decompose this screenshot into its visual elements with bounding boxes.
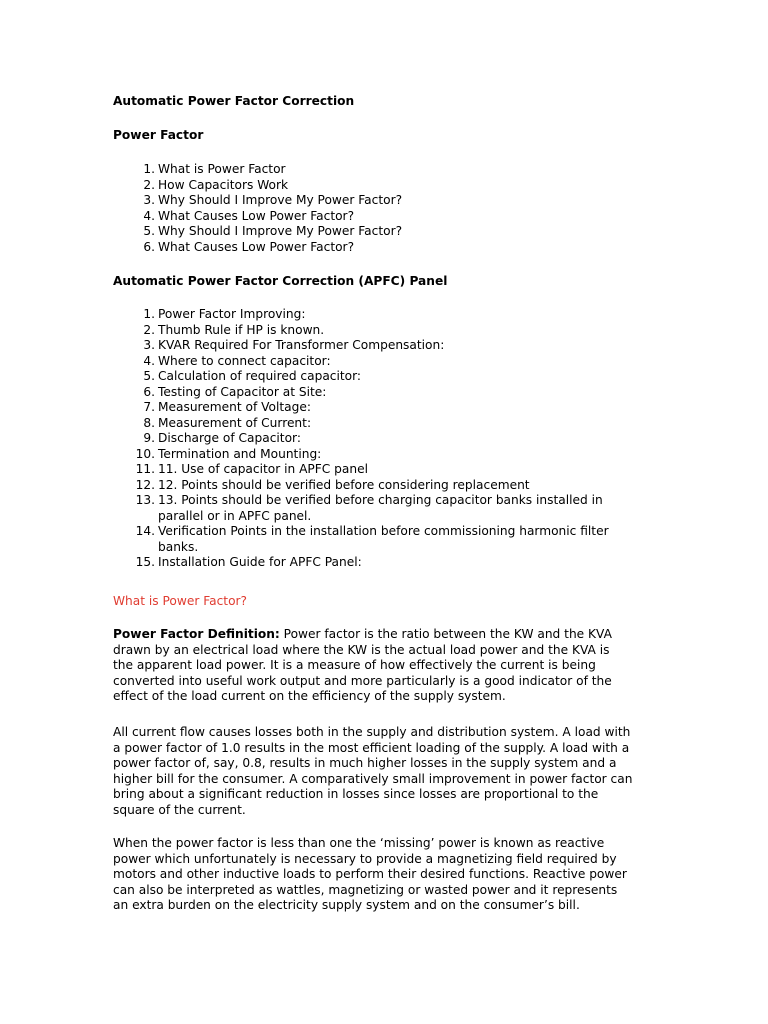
list-item: 2. Thumb Rule if HP is known.: [143, 322, 325, 337]
list-item: 4. What Causes Low Power Factor?: [143, 208, 355, 223]
definition-paragraph: [113, 627, 633, 705]
list-item: 7. Measurement of Voltage:: [143, 400, 311, 414]
definition-label: Power Factor Definition:: [113, 627, 280, 641]
list-item: 5. Why Should I Improve My Power Factor?: [143, 224, 403, 238]
list-item: 3. Why Should I Improve My Power Factor?: [143, 193, 403, 207]
power-factor-list: [113, 162, 633, 255]
list-item: 10. Termination and Mounting:: [135, 446, 322, 461]
section-power-factor-title: Power Factor: [113, 128, 204, 142]
list-item: 3. KVAR Required For Transformer Compensation:: [143, 338, 445, 352]
list-item: 8. Measurement of Current:: [143, 415, 312, 430]
list-item: 13. 13. Points should be verified before charging capacitor banks installed in parallel or in APFC panel.: [135, 493, 603, 523]
apfc-list: [113, 307, 633, 571]
list-item: 6. Testing of Capacitor at Site:: [143, 384, 327, 399]
list-item: 14. Verification Points in the installation before commissioning harmonic filter banks.: [135, 524, 609, 554]
section-what-is-pf-title: What is Power Factor?: [113, 594, 248, 608]
reactive-power-paragraph: When the power factor is less than one the ‘missing’ power is known as reactive power which unfortunately is necessary to provide a magnetizing field required by motors and other inductive loads to perform their desired functions. Reactive power can also be interpreted as wattles, magnetizing or wasted power and it represents an extra burden on the electricity supply system and on the consumer’s bill.: [113, 836, 627, 912]
losses-paragraph: All current flow causes losses both in the supply and distribution system. A load with a power factor of 1.0 results in the most efficient loading of the supply. A load with a power factor of, say, 0.8, results in much higher losses in the supply system and a higher bill for the consumer. A comparatively small improvement in power factor can bring about a significant reduction in losses since losses are proportional to the square of the current.: [113, 725, 633, 817]
list-item: 12. 12. Points should be verified before considering replacement: [135, 477, 530, 492]
list-item: 6. What Causes Low Power Factor?: [143, 239, 355, 254]
list-item: 11. 11. Use of capacitor in APFC panel: [135, 462, 368, 476]
list-item: 9. Discharge of Capacitor:: [143, 431, 301, 445]
list-item: 2. How Capacitors Work: [143, 177, 289, 192]
document-title: Automatic Power Factor Correction: [113, 94, 355, 108]
list-item: 5. Calculation of required capacitor:: [143, 369, 362, 383]
list-item: 4. Where to connect capacitor:: [143, 353, 331, 368]
definition-text: Power factor is the ratio between the KW and the KVA drawn by an electrical load where the KW is the actual load power and the KVA is the apparent load power. It is a measure of how effectively the current is being converted into useful work output and more particularly is a good indicator of the effect of the load current on the efficiency of the supply system.: [113, 627, 612, 703]
list-item: 15. Installation Guide for APFC Panel:: [135, 555, 362, 569]
list-item: 1. Power Factor Improving:: [143, 307, 306, 321]
list-item: 1. What is Power Factor: [143, 162, 286, 176]
section-apfc-title: Automatic Power Factor Correction (APFC) Panel: [113, 274, 448, 288]
